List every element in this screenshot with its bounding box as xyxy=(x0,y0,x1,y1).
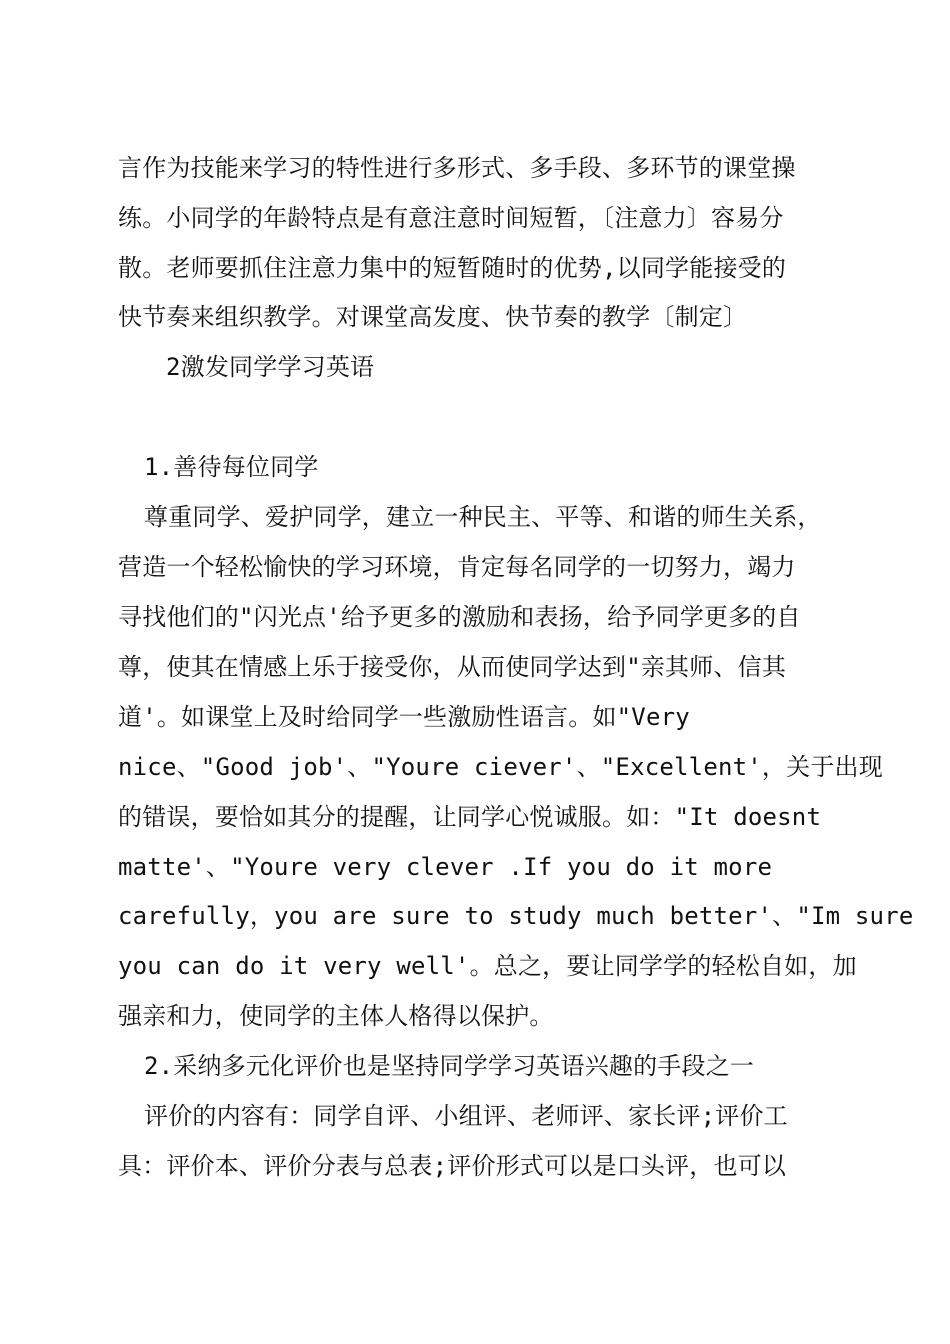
text-line: 评价的内容有：同学自评、小组评、老师评、家长评;评价工 xyxy=(144,1102,788,1130)
text-line: 道'。如课堂上及时给同学一些激励性语言。如"Very xyxy=(118,703,690,731)
text-line: matte'、"Youre very clever .If you do it more xyxy=(118,853,773,881)
text-line: 具：评价本、评价分表与总表;评价形式可以是口头评，也可以 xyxy=(118,1152,787,1180)
text-line: 强亲和力，使同学的主体人格得以保护。 xyxy=(118,1002,554,1030)
text-line: 言作为技能来学习的特性进行多形式、多手段、多环节的课堂操 xyxy=(118,154,796,182)
subsection-heading: 2.采纳多元化评价也是坚持同学学习英语兴趣的手段之一 xyxy=(144,1052,755,1080)
text-line: 营造一个轻松愉快的学习环境，肯定每名同学的一切努力，竭力 xyxy=(118,553,796,581)
text-line: nice、"Good job'、"Youre ciever'、"Excellent'，关于出现 xyxy=(118,753,883,781)
text-line: you can do it very well'。总之，要让同学学的轻松自如，加 xyxy=(118,952,857,980)
text-line: 散。老师要抓住注意力集中的短暂随时的优势,以同学能接受的 xyxy=(118,254,787,282)
text-line: 快节奏来组织教学。对课堂高发度、快节奏的教学〔制定〕 xyxy=(118,303,748,331)
text-line: 练。小同学的年龄特点是有意注意时间短暂，〔注意力〕容易分 xyxy=(118,204,784,232)
section-heading: 2激发同学学习英语 xyxy=(166,353,375,381)
text-line: 尊重同学、爱护同学，建立一种民主、平等、和谐的师生关系， xyxy=(144,503,822,531)
text-line: 寻找他们的"闪光点'给予更多的激励和表扬，给予同学更多的自 xyxy=(118,603,801,631)
text-line: carefully，you are sure to study much better'、"Im sure xyxy=(118,902,914,930)
subsection-heading: 1.善待每位同学 xyxy=(144,453,319,481)
text-line: 尊，使其在情感上乐于接受你，从而使同学达到"亲其师、信其 xyxy=(118,653,787,681)
text-line: 的错误，要恰如其分的提醒，让同学心悦诚服。如："It doesnt xyxy=(118,803,822,831)
